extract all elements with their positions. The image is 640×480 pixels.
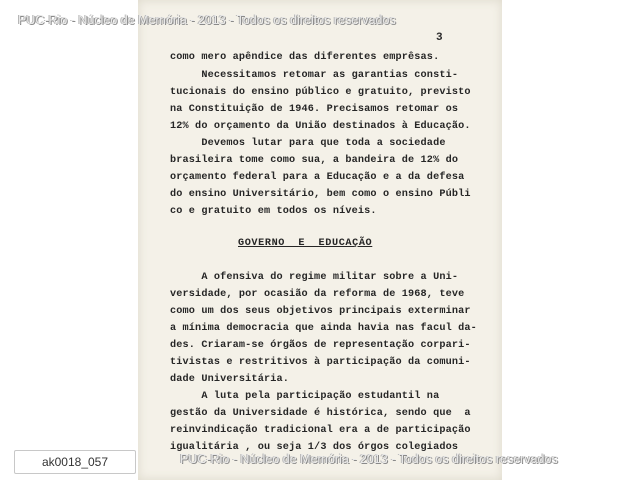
- text-line: versidade, por ocasião da reforma de 1968, teve: [170, 289, 465, 300]
- watermark-bottom: PUC-Rio - Núcleo de Memória - 2013 - Todos os direitos reservados: [180, 452, 558, 466]
- section-heading: GOVERNO E EDUCAÇÃO: [238, 238, 373, 249]
- text-line: tucionais do ensino público e gratuito, previsto: [170, 87, 471, 98]
- text-line: como mero apêndice das diferentes emprêsas.: [170, 52, 440, 63]
- text-line: igualitária , ou seja 1/3 dos órgos colegiados: [170, 442, 459, 453]
- text-line: brasileira tome como sua, a bandeira de 12% do: [170, 155, 459, 166]
- text-line: na Constituição de 1946. Precisamos retomar os: [170, 104, 459, 115]
- text-line: reinvindicação tradicional era a de participação: [170, 425, 471, 436]
- text-line: do ensino Universitário, bem como o ensino Públi: [170, 189, 471, 200]
- text-line: 12% do orçamento da União destinados à Educação.: [170, 121, 471, 132]
- item-id-label: ak0018_057: [14, 450, 136, 474]
- text-line: co e gratuito em todos os níveis.: [170, 206, 377, 217]
- text-line: Devemos lutar para que toda a sociedade: [170, 138, 446, 149]
- text-line: Necessitamos retomar as garantias consti-: [170, 70, 459, 81]
- page-number: 3: [436, 32, 443, 44]
- text-line: dade Universitária.: [170, 374, 290, 385]
- text-line: como um dos seus objetivos principais exterminar: [170, 306, 471, 317]
- text-line: gestão da Universidade é histórica, sendo que a: [170, 408, 471, 419]
- text-line: des. Criaram-se órgãos de representação corpari-: [170, 340, 471, 351]
- text-line: A ofensiva do regime militar sobre a Uni-: [170, 272, 459, 283]
- text-line: a mínima democracia que ainda havia nas facul da-: [170, 323, 477, 334]
- text-line: tivistas e restritivos à participação da comuni-: [170, 357, 471, 368]
- text-line: orçamento federal para a Educação e a da defesa: [170, 172, 465, 183]
- text-line: A luta pela participação estudantil na: [170, 391, 440, 402]
- watermark-top: PUC-Rio - Núcleo de Memória - 2013 - Todos os direitos reservados: [18, 13, 396, 27]
